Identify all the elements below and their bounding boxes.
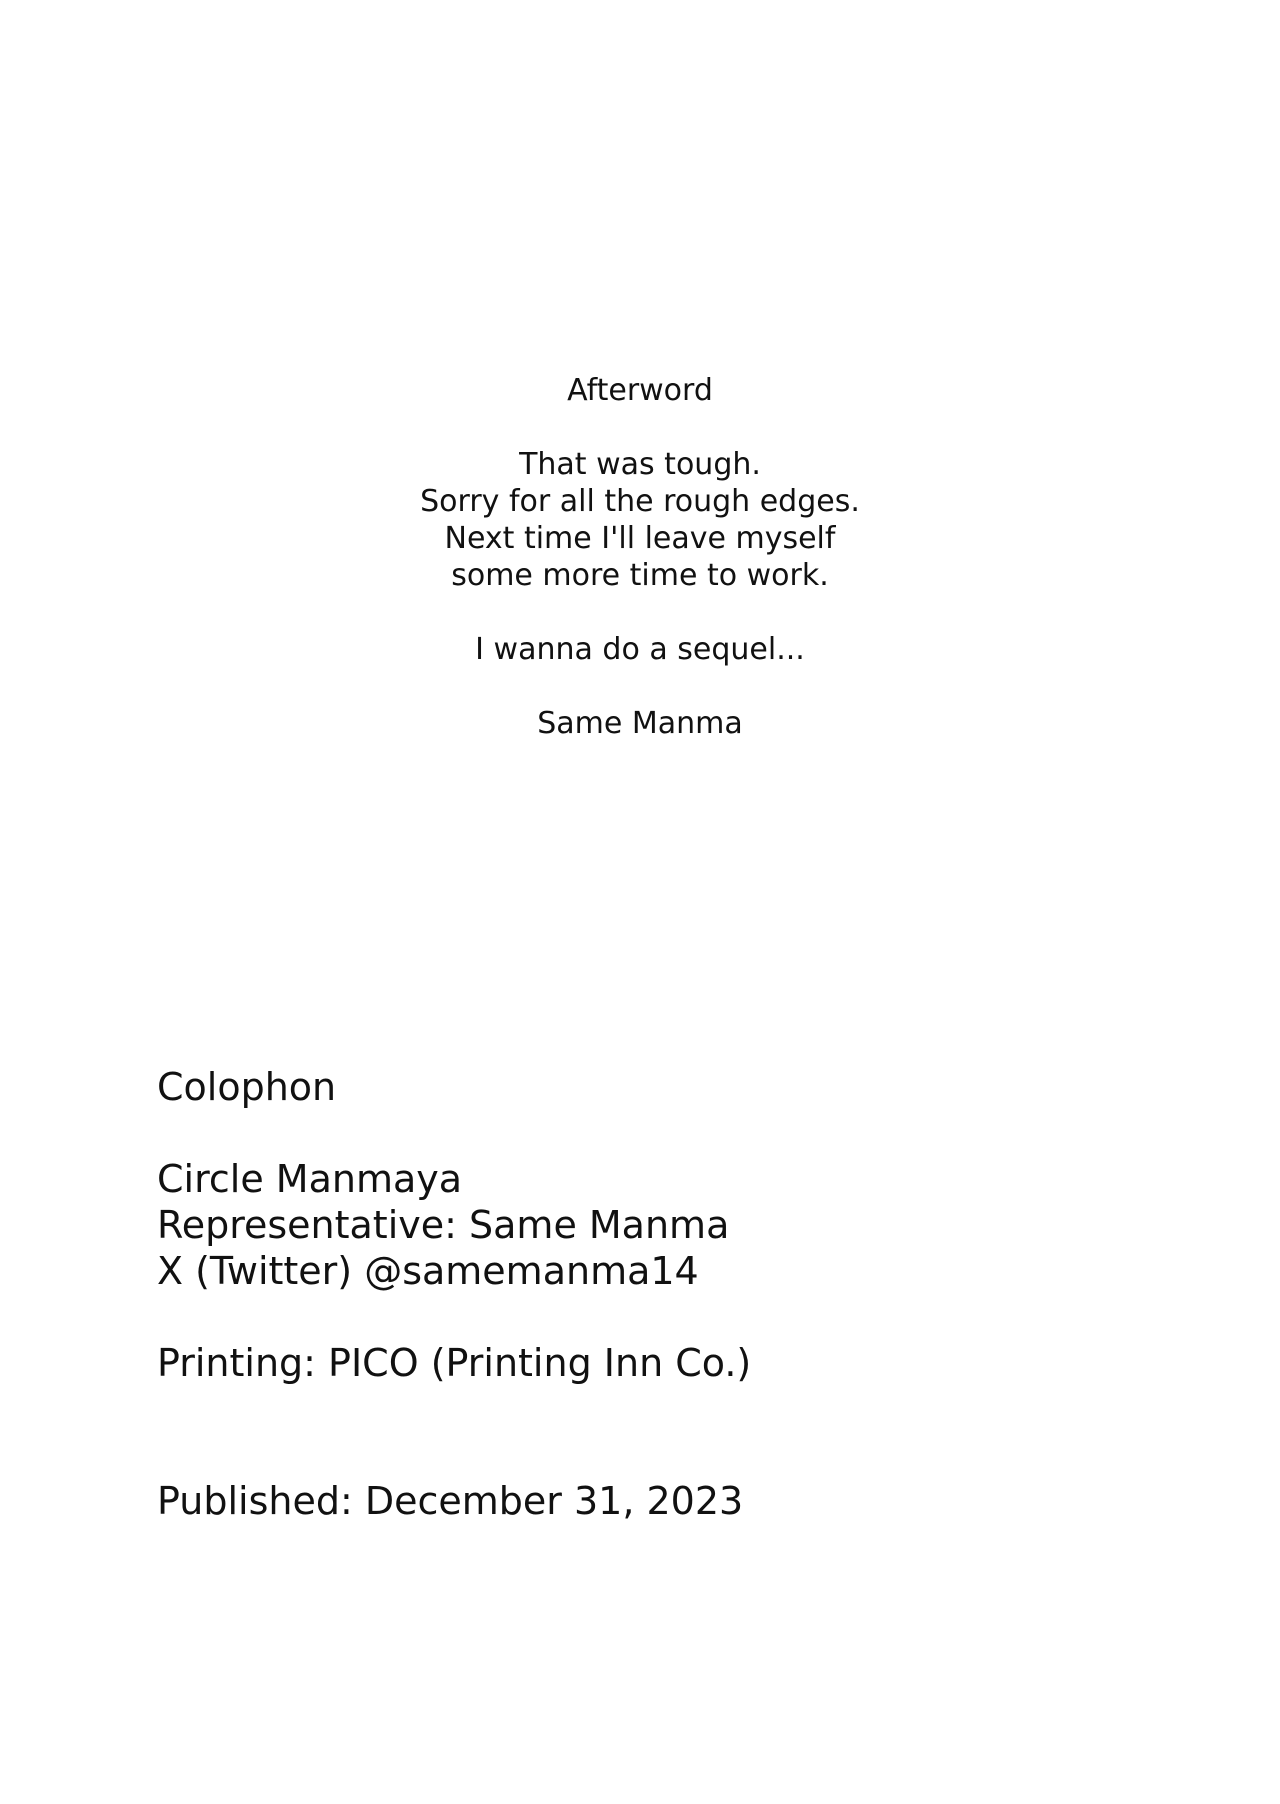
afterword-section <box>0 372 1280 742</box>
spacer <box>157 1386 1157 1478</box>
afterword-title: Afterword <box>567 373 713 408</box>
spacer <box>0 409 1280 446</box>
colophon-circle: Circle Manmaya <box>157 1157 463 1201</box>
colophon-printing: Printing: PICO (Printing Inn Co.) <box>157 1341 752 1385</box>
spacer <box>0 668 1280 705</box>
afterword-line: Next time I'll leave myself <box>444 521 836 556</box>
colophon-section <box>157 1064 1157 1524</box>
spacer <box>0 594 1280 631</box>
spacer <box>157 1110 1157 1156</box>
colophon-published: Published: December 31, 2023 <box>157 1479 744 1523</box>
afterword-signature: Same Manma <box>537 706 743 741</box>
afterword-line: That was tough. <box>519 447 761 482</box>
afterword-sequel-line: I wanna do a sequel... <box>475 632 805 667</box>
colophon-title: Colophon <box>157 1065 337 1109</box>
afterword-line: some more time to work. <box>451 558 829 593</box>
colophon-representative: Representative: Same Manma <box>157 1203 730 1247</box>
colophon-twitter: X (Twitter) @samemanma14 <box>157 1249 699 1293</box>
spacer <box>157 1294 1157 1340</box>
afterword-line: Sorry for all the rough edges. <box>420 484 860 519</box>
